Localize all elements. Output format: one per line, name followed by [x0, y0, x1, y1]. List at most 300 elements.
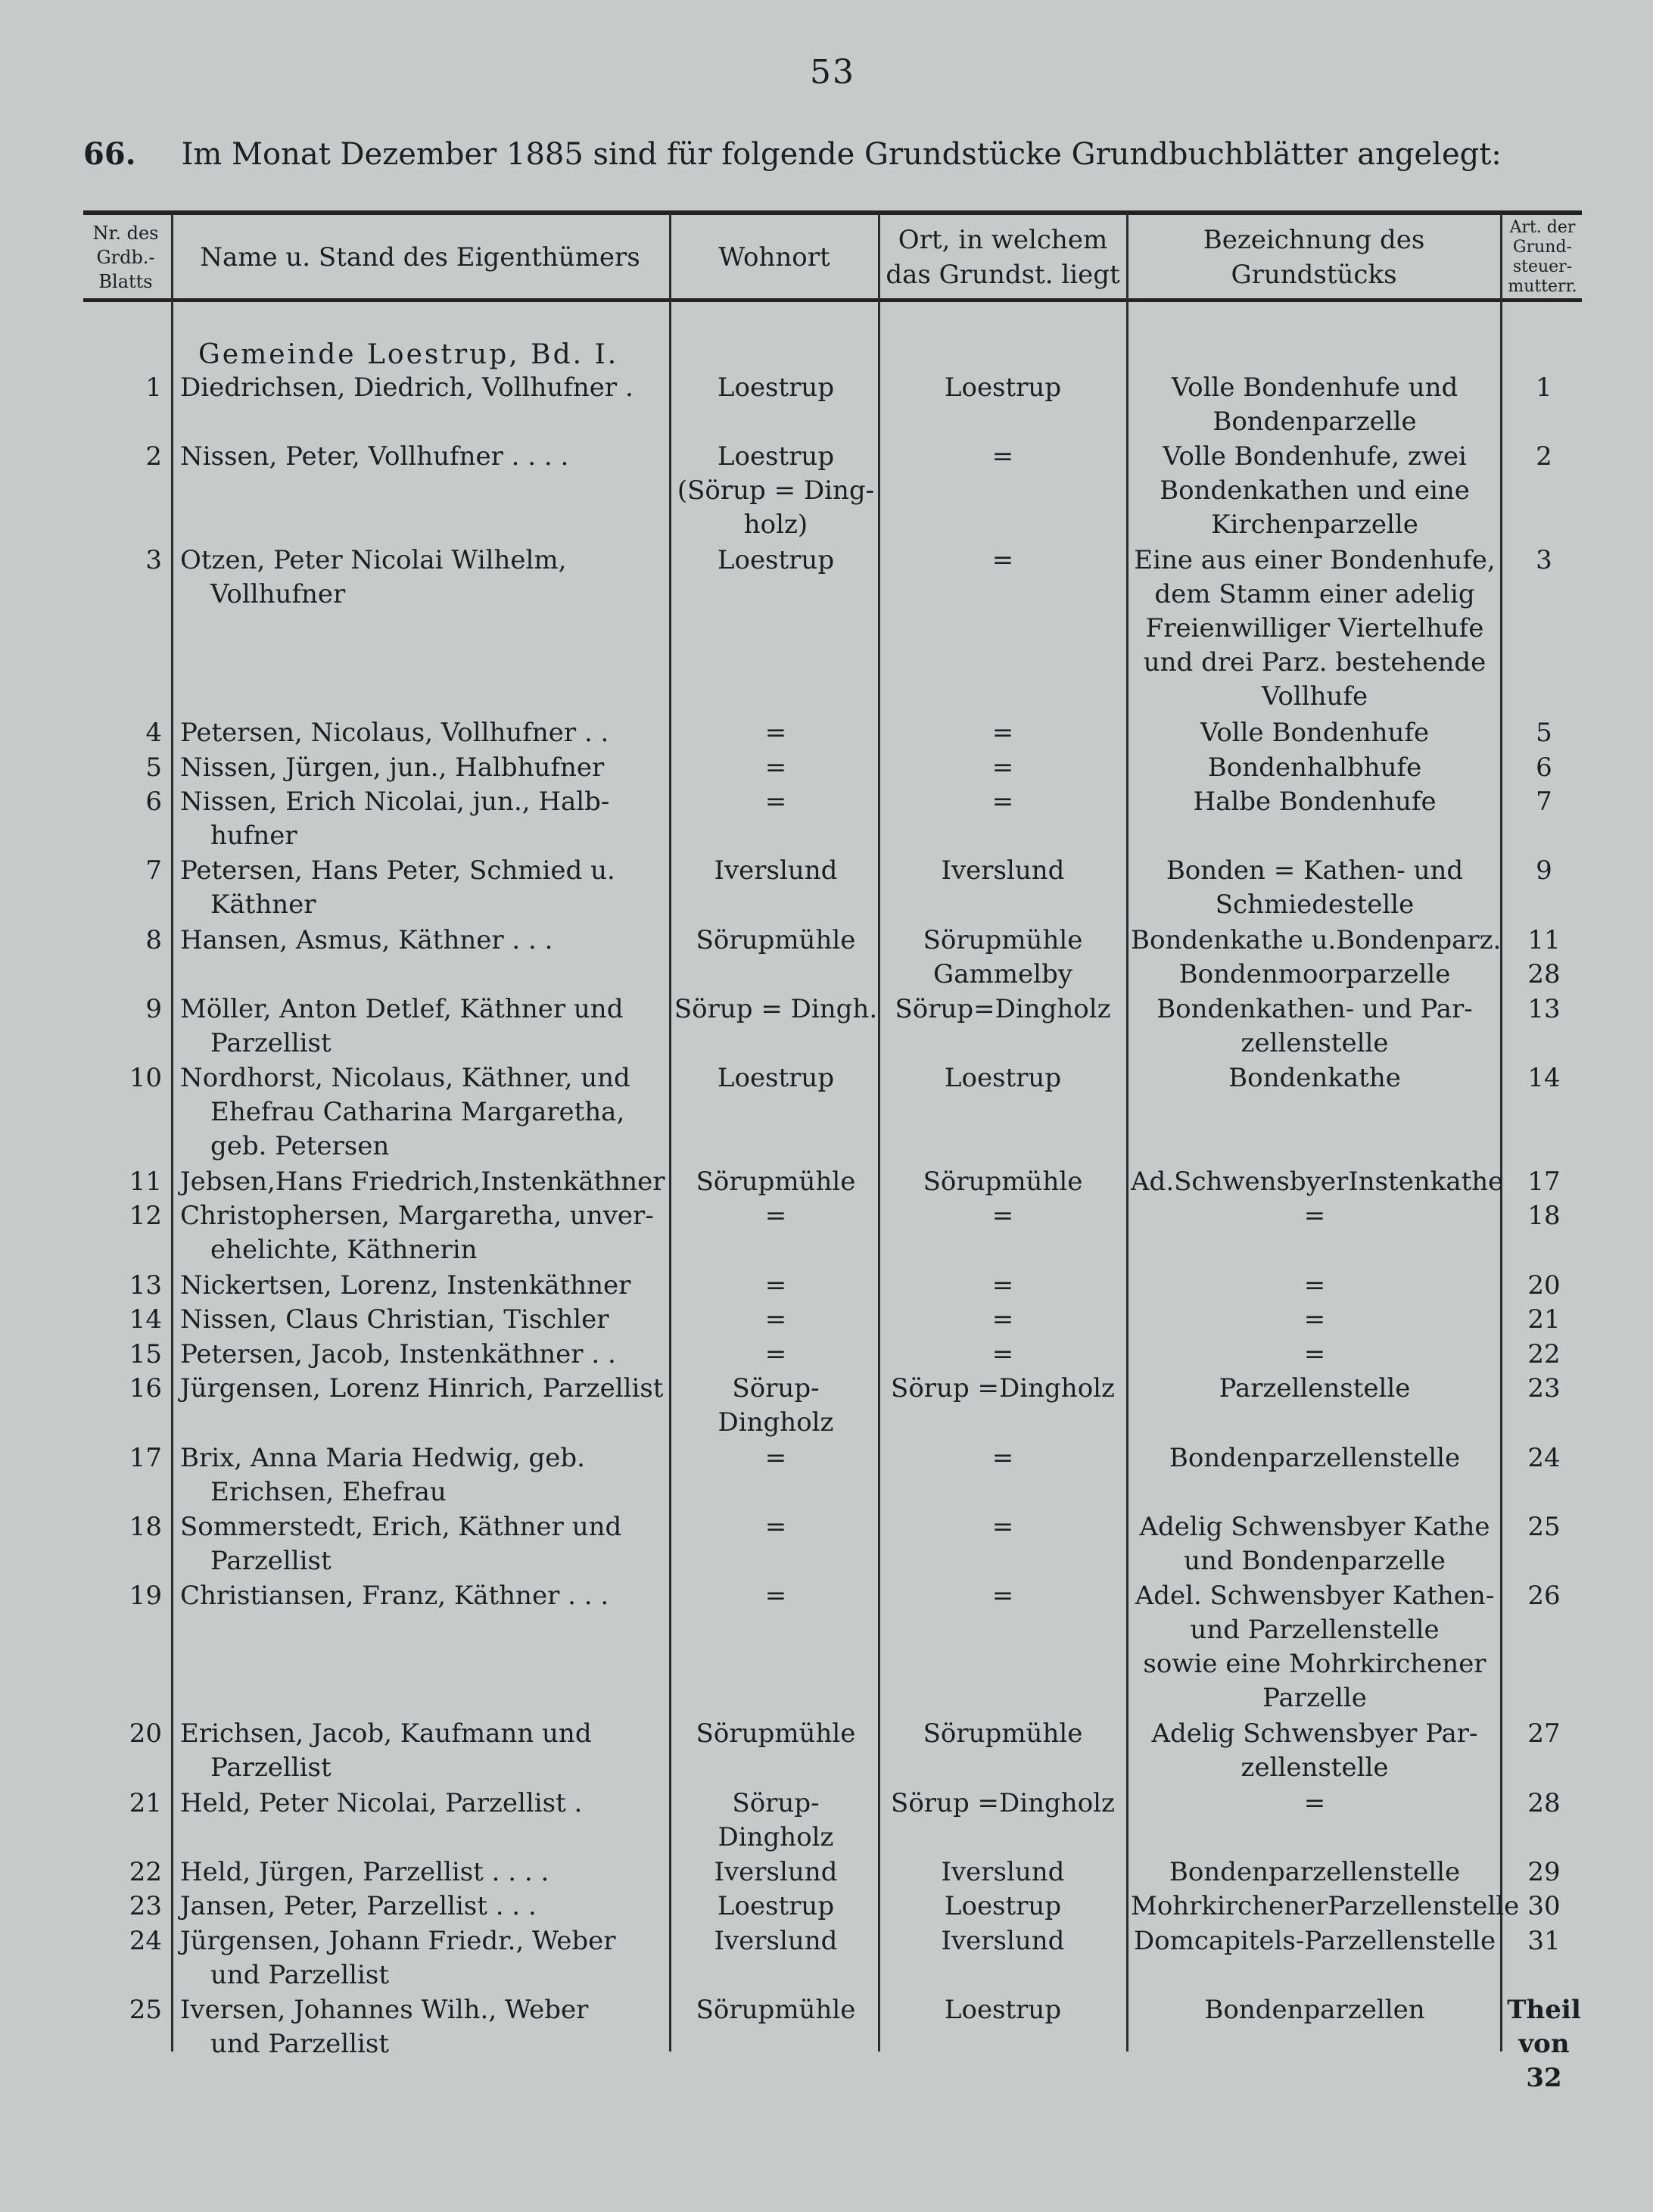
- entry-tax-article-line: 20: [1527, 1270, 1561, 1301]
- entry-residence: [674, 1441, 878, 1475]
- entry-tax-article-line: 32: [1526, 2063, 1562, 2094]
- entry-owner: [180, 1787, 665, 1821]
- entry-residence: [674, 1717, 878, 1751]
- entry-tax-article: [1506, 1338, 1582, 1372]
- entry-location-line: =: [991, 1442, 1014, 1473]
- entry-owner-line: Petersen, Jacob, Instenkäthner . .: [180, 1338, 616, 1369]
- entry-owner-line: Held, Peter Nicolai, Parzellist .: [180, 1787, 583, 1818]
- top-rule: [83, 210, 1582, 215]
- entry-owner-line: Erichsen, Ehefrau: [210, 1476, 447, 1507]
- entry-owner-line: Vollhufner: [210, 579, 346, 609]
- entry-description-line: dem Stamm einer adelig: [1154, 579, 1475, 609]
- entry-owner: [180, 1165, 665, 1199]
- entry-location: [882, 1061, 1124, 1095]
- entry-residence: [674, 371, 878, 405]
- entry-tax-article-line: von: [1518, 2029, 1570, 2060]
- entry-owner: [180, 371, 665, 405]
- entry-owner: [180, 751, 665, 785]
- entry-tax-article: [1506, 854, 1582, 888]
- entry-residence: [674, 751, 878, 785]
- entry-tax-article: [1506, 1855, 1582, 1890]
- entry-owner-line: ehelichte, Käthnerin: [210, 1235, 478, 1266]
- entry-description: [1131, 1890, 1520, 1924]
- entry-location-line: Sörupmühle: [923, 1718, 1083, 1749]
- entry-location: [882, 1441, 1124, 1475]
- entry-description-line: Bondenkathen und eine: [1160, 475, 1470, 506]
- entry-owner-line: geb. Petersen: [210, 1131, 390, 1161]
- entry-residence: [674, 716, 878, 750]
- entry-residence-line: Loestrup: [717, 1891, 835, 1922]
- entry-description-line: =: [1303, 1201, 1326, 1232]
- header-nr: Nr. des Grdb.-Blatts: [92, 223, 159, 292]
- entry-tax-article-line: Theil: [1507, 1995, 1581, 2026]
- entry-owner: [180, 1372, 665, 1406]
- entry-number: 24: [129, 1926, 162, 1956]
- entry-residence: [674, 992, 878, 1027]
- entry-description-line: Adel. Schwensbyer Kathen-: [1135, 1581, 1495, 1611]
- entry-tax-article-line: 24: [1527, 1442, 1561, 1473]
- entry-tax-article: [1506, 1890, 1582, 1924]
- header-art: Art. der Grund-steuer-mutterr.: [1508, 218, 1577, 296]
- entry-description: [1131, 1993, 1499, 2027]
- entry-owner-line: Erichsen, Jacob, Kaufmann und: [180, 1718, 592, 1749]
- entry-residence-line: (Sörup = Ding-: [677, 475, 875, 506]
- entry-tax-article-line: 21: [1527, 1304, 1561, 1335]
- entry-description: [1131, 1372, 1499, 1406]
- entry-description: [1131, 716, 1499, 750]
- entry-description-line: Halbe Bondenhufe: [1193, 787, 1437, 818]
- entry-tax-article: [1506, 1303, 1582, 1337]
- entry-owner: [180, 1510, 665, 1578]
- entry-location: [882, 371, 1124, 405]
- entry-description-line: und drei Parz. bestehende: [1143, 647, 1486, 678]
- entry-location-line: =: [991, 787, 1014, 818]
- entry-owner: [180, 440, 665, 474]
- entry-residence: [674, 1199, 878, 1233]
- entry-residence-line: =: [764, 1338, 787, 1369]
- entry-location: [882, 1579, 1124, 1613]
- entry-description: [1131, 1303, 1499, 1337]
- entry-location-line: =: [991, 441, 1014, 472]
- entry-owner-line: Ehefrau Catharina Margaretha,: [210, 1097, 625, 1127]
- entry-residence-line: Iverslund: [714, 1856, 838, 1887]
- entry-residence-line: Loestrup: [717, 545, 835, 575]
- header-wohnort: Wohnort: [718, 242, 830, 273]
- entry-residence-line: Sörup-: [732, 1373, 820, 1404]
- entry-tax-article-line: 29: [1527, 1856, 1561, 1887]
- entry-owner: [180, 1269, 665, 1303]
- entry-tax-article: [1506, 1993, 1582, 2095]
- entry-number: 11: [129, 1166, 162, 1197]
- entry-location-line: Sörupmühle: [923, 924, 1083, 955]
- entry-residence: [674, 785, 878, 819]
- entry-description-line: MohrkirchenerParzellenstelle: [1131, 1891, 1520, 1922]
- entry-number: 4: [145, 718, 162, 748]
- entry-description-line: Ad.SchwensbyerInstenkathe: [1131, 1166, 1504, 1197]
- entry-location-line: =: [991, 545, 1014, 575]
- entry-tax-article: [1506, 1924, 1582, 1958]
- entry-description: [1131, 1787, 1499, 1821]
- entry-tax-article-line: 6: [1536, 752, 1552, 783]
- entry-description-line: Schmiedestelle: [1215, 889, 1415, 921]
- entry-tax-article-line: 30: [1527, 1891, 1561, 1922]
- entry-description: [1131, 1924, 1499, 1958]
- header-rule: [83, 298, 1582, 302]
- entry-number: 15: [129, 1338, 162, 1369]
- entry-location-line: Loestrup: [944, 372, 1062, 403]
- entry-location: [882, 1372, 1124, 1406]
- entry-tax-article-line: 17: [1527, 1166, 1561, 1197]
- entry-description: [1131, 924, 1502, 992]
- entry-tax-article-line: 2: [1536, 441, 1552, 472]
- entry-owner-line: Jürgensen, Lorenz Hinrich, Parzellist: [180, 1373, 664, 1404]
- entry-description-line: sowie eine Mohrkirchener: [1143, 1649, 1486, 1679]
- entry-tax-article: [1506, 785, 1582, 819]
- entry-location: [882, 1787, 1124, 1821]
- entry-residence-line: Dingholz: [718, 1821, 834, 1852]
- entry-owner-line: Nissen, Erich Nicolai, jun., Halb-: [180, 787, 610, 818]
- entry-residence: [674, 1165, 878, 1199]
- entry-description: [1131, 1165, 1504, 1199]
- entry-owner-line: Parzellist: [210, 1752, 332, 1784]
- entry-tax-article-line: 14: [1527, 1063, 1561, 1093]
- entry-description-line: Adelig Schwensbyer Par-: [1151, 1718, 1478, 1749]
- entry-tax-article-line: 31: [1527, 1926, 1561, 1956]
- entry-number: 21: [129, 1787, 162, 1818]
- entry-tax-article: [1506, 371, 1582, 405]
- entry-owner-line: Jansen, Peter, Parzellist . . .: [180, 1891, 537, 1922]
- entry-tax-article: [1506, 440, 1582, 474]
- entry-number: 25: [129, 1995, 162, 2026]
- entry-owner: [180, 1199, 665, 1267]
- entry-residence: [674, 544, 878, 578]
- entry-location: [882, 716, 1124, 750]
- entry-owner-line: Hansen, Asmus, Käthner . . .: [180, 924, 553, 955]
- entry-tax-article: [1506, 1787, 1582, 1821]
- entry-location: [882, 1199, 1124, 1233]
- entry-owner-line: Parzellist: [210, 1545, 332, 1576]
- entry-residence-line: Sörupmühle: [696, 1718, 856, 1749]
- entry-tax-article-line: 25: [1527, 1511, 1561, 1542]
- entry-tax-article: [1506, 1717, 1582, 1751]
- entry-location-line: =: [991, 1270, 1014, 1301]
- entry-location-line: Gammelby: [933, 958, 1072, 989]
- entry-owner: [180, 1061, 665, 1164]
- entry-owner: [180, 1890, 665, 1924]
- entry-location: [882, 1924, 1124, 1958]
- entry-tax-article-line: 1: [1536, 372, 1552, 403]
- entry-tax-article-line: 9: [1536, 855, 1552, 886]
- entry-description-line: Adelig Schwensbyer Kathe: [1139, 1511, 1490, 1542]
- entry-description-line: Bondenkathe u.Bondenparz.: [1131, 924, 1502, 955]
- entry-owner: [180, 1303, 665, 1337]
- entry-number: 17: [129, 1442, 162, 1473]
- entry-description-line: Vollhufe: [1261, 681, 1368, 712]
- entry-residence: [674, 1855, 878, 1890]
- entry-description-line: Volle Bondenhufe, zwei: [1163, 441, 1467, 472]
- entry-number: 16: [129, 1373, 162, 1404]
- entry-description-line: =: [1303, 1304, 1326, 1335]
- entry-residence-line: =: [764, 1511, 787, 1542]
- entry-tax-article-line: 11: [1527, 924, 1561, 955]
- entry-description-line: Eine aus einer Bondenhufe,: [1134, 545, 1496, 575]
- entry-description-line: Bondenparzellenstelle: [1169, 1856, 1461, 1887]
- entry-description-line: =: [1303, 1787, 1326, 1818]
- entry-description-line: Bondenkathe: [1228, 1063, 1401, 1093]
- entry-tax-article-line: 18: [1527, 1201, 1561, 1232]
- entry-owner: [180, 1855, 665, 1890]
- entry-owner: [180, 1579, 665, 1613]
- entry-description: [1131, 1510, 1499, 1578]
- entry-residence: [674, 1338, 878, 1372]
- entry-tax-article: [1506, 1269, 1582, 1303]
- entry-tax-article-line: 27: [1527, 1718, 1561, 1749]
- entry-description-line: Bondenparzelle: [1213, 407, 1417, 437]
- entry-owner-line: Nissen, Peter, Vollhufner . . . .: [180, 441, 569, 472]
- entry-description: [1131, 440, 1499, 542]
- entry-owner: [180, 1338, 665, 1372]
- entry-description: [1131, 1441, 1499, 1475]
- entry-description-line: Bondenparzellen: [1204, 1995, 1425, 2026]
- entry-description: [1131, 751, 1499, 785]
- entry-description-line: Volle Bondenhufe und: [1171, 372, 1458, 403]
- entry-residence-line: Dingholz: [718, 1407, 834, 1438]
- entry-number: 20: [129, 1718, 162, 1749]
- entry-tax-article: [1506, 924, 1582, 992]
- entry-tax-article: [1506, 992, 1582, 1027]
- entry-description: [1131, 1579, 1499, 1715]
- entry-tax-article-line: 22: [1527, 1338, 1561, 1369]
- entry-owner-line: Möller, Anton Detlef, Käthner und: [180, 993, 624, 1024]
- entry-description: [1131, 1717, 1499, 1785]
- entry-owner: [180, 924, 665, 958]
- entry-location: [882, 1338, 1124, 1372]
- entry-tax-article: [1506, 1579, 1582, 1613]
- entry-owner: [180, 1441, 665, 1509]
- entry-owner-line: Käthner: [210, 889, 316, 921]
- entry-owner: [180, 1993, 665, 2061]
- entry-description-line: =: [1303, 1270, 1326, 1301]
- entry-residence-line: Sörup-: [732, 1787, 820, 1818]
- entry-tax-article-line: 7: [1536, 787, 1552, 818]
- header-ort: Ort, in welchem das Grundst. liegt: [886, 225, 1120, 290]
- entry-location: [882, 1993, 1124, 2027]
- entry-tax-article: [1506, 1199, 1582, 1233]
- entry-residence-line: Iverslund: [714, 855, 838, 886]
- entry-owner: [180, 716, 665, 750]
- entry-residence-line: =: [764, 1270, 787, 1301]
- entry-location: [882, 440, 1124, 474]
- entry-owner-line: Parzellist: [210, 1027, 332, 1058]
- entry-owner: [180, 785, 665, 853]
- entry-number: 5: [145, 752, 162, 783]
- entry-location-line: =: [991, 1581, 1014, 1611]
- entry-residence: [674, 1372, 878, 1440]
- entry-description: [1131, 371, 1499, 439]
- entry-location-line: Loestrup: [944, 1891, 1062, 1922]
- entry-description-line: Kirchenparzelle: [1211, 509, 1418, 541]
- entry-residence-line: holz): [743, 509, 808, 541]
- entry-owner-line: Nissen, Claus Christian, Tischler: [180, 1304, 609, 1335]
- entry-location-line: =: [991, 1511, 1014, 1542]
- entry-residence: [674, 1890, 878, 1924]
- entry-number: 18: [129, 1511, 162, 1542]
- entry-number: 3: [145, 545, 162, 575]
- entry-location-line: Iverslund: [941, 1856, 1065, 1887]
- header-bezeichnung: Bezeichnung des Grundstücks: [1203, 225, 1425, 290]
- entry-residence-line: =: [764, 718, 787, 748]
- entry-residence: [674, 1061, 878, 1095]
- column-divider: [1500, 213, 1502, 2052]
- entry-description-line: Volle Bondenhufe: [1200, 718, 1430, 748]
- column-divider: [171, 213, 173, 2052]
- entry-tax-article: [1506, 1061, 1582, 1095]
- entry-description-line: Bondenmoorparzelle: [1178, 958, 1451, 989]
- entry-residence-line: Sörupmühle: [696, 1166, 856, 1197]
- entry-location-line: =: [991, 752, 1014, 783]
- entry-owner-line: Jürgensen, Johann Friedr., Weber: [180, 1926, 616, 1956]
- entry-description-line: Parzellenstelle: [1219, 1373, 1411, 1404]
- entry-number: 6: [145, 787, 162, 818]
- entry-number: 8: [145, 924, 162, 955]
- entry-location: [882, 992, 1124, 1027]
- entry-number: 14: [129, 1304, 162, 1335]
- entry-description-line: und Bondenparzelle: [1184, 1545, 1446, 1576]
- entry-owner: [180, 854, 665, 922]
- entry-residence-line: Sörupmühle: [696, 924, 856, 955]
- entry-location: [882, 1165, 1124, 1199]
- entry-description-line: Bonden = Kathen- und: [1166, 855, 1464, 886]
- entry-description: [1131, 1855, 1499, 1890]
- entry-tax-article: [1506, 751, 1582, 785]
- entry-number: 23: [129, 1891, 162, 1922]
- column-divider: [669, 213, 671, 2052]
- entry-residence: [674, 1924, 878, 1958]
- page-number: 53: [810, 53, 855, 92]
- entry-description: [1131, 1269, 1499, 1303]
- entry-residence-line: =: [764, 1581, 787, 1611]
- entry-location: [882, 1717, 1124, 1751]
- entry-location: [882, 1890, 1124, 1924]
- entry-location-line: =: [991, 1338, 1014, 1369]
- heading-text: Im Monat Dezember 1885 sind für folgende Grundstücke Grundbuchblätter angelegt:: [181, 137, 1502, 172]
- entry-residence-line: =: [764, 1201, 787, 1232]
- entry-location-line: Iverslund: [941, 1926, 1065, 1956]
- entry-tax-article: [1506, 1441, 1582, 1475]
- entry-description-line: Domcapitels-Parzellenstelle: [1133, 1926, 1496, 1956]
- entry-location-line: Sörup =Dingholz: [891, 1787, 1115, 1818]
- entry-tax-article-line: 5: [1536, 718, 1552, 748]
- entry-location-line: Iverslund: [941, 855, 1065, 886]
- entry-residence: [674, 924, 878, 958]
- entry-residence-line: Loestrup: [717, 372, 835, 403]
- entry-description-line: Bondenparzellenstelle: [1169, 1442, 1461, 1473]
- entry-tax-article: [1506, 544, 1582, 578]
- entry-residence: [674, 1303, 878, 1337]
- entry-location: [882, 1303, 1124, 1337]
- community-heading: Gemeinde Loestrup, Bd. I.: [198, 339, 619, 370]
- entry-owner-line: Brix, Anna Maria Hedwig, geb.: [180, 1442, 585, 1473]
- entry-residence-line: Sörupmühle: [696, 1995, 856, 2026]
- entry-tax-article-line: 28: [1527, 1787, 1561, 1818]
- entry-number: 12: [129, 1201, 162, 1232]
- entry-description-line: Bondenhalbhufe: [1207, 752, 1422, 783]
- entry-description-line: zellenstelle: [1241, 1027, 1389, 1058]
- entry-location-line: =: [991, 1201, 1014, 1232]
- entry-tax-article: [1506, 1510, 1582, 1544]
- entry-owner-line: Held, Jürgen, Parzellist . . . .: [180, 1856, 549, 1887]
- entry-owner-line: Nordhorst, Nicolaus, Käthner, und: [180, 1063, 630, 1093]
- entry-location: [882, 1510, 1124, 1544]
- entry-residence-line: Iverslund: [714, 1926, 838, 1956]
- entry-tax-article-line: 23: [1527, 1373, 1561, 1404]
- entry-residence: [674, 1787, 878, 1855]
- entry-number: 19: [129, 1581, 162, 1611]
- entry-owner-line: Diedrichsen, Diedrich, Vollhufner .: [180, 372, 633, 403]
- column-divider: [878, 213, 880, 2052]
- entry-residence-line: Loestrup: [717, 1063, 835, 1093]
- entry-number: 2: [145, 441, 162, 472]
- entry-location: [882, 1855, 1124, 1890]
- entry-description-line: Bondenkathen- und Par-: [1156, 993, 1473, 1024]
- entry-owner: [180, 1924, 665, 1992]
- page-heading: [83, 136, 1597, 172]
- entry-residence-line: =: [764, 1304, 787, 1335]
- entry-owner: [180, 544, 665, 612]
- entry-tax-article: [1506, 716, 1582, 750]
- entry-location-line: Sörup =Dingholz: [891, 1373, 1115, 1404]
- entry-location-line: Loestrup: [944, 1063, 1062, 1093]
- column-divider: [1126, 213, 1128, 2052]
- entry-owner-line: Nissen, Jürgen, jun., Halbhufner: [180, 752, 605, 783]
- entry-owner-line: und Parzellist: [210, 2029, 390, 2060]
- entry-number: 10: [129, 1063, 162, 1093]
- entry-description: [1131, 854, 1499, 922]
- entry-location-line: Loestrup: [944, 1995, 1062, 2026]
- entry-owner-line: Petersen, Nicolaus, Vollhufner . .: [180, 718, 609, 748]
- entry-residence: [674, 1579, 878, 1613]
- entry-number: 22: [129, 1856, 162, 1887]
- entry-number: 9: [145, 993, 162, 1024]
- entry-residence: [674, 1269, 878, 1303]
- entry-number: 13: [129, 1270, 162, 1301]
- entry-owner-line: und Parzellist: [210, 1960, 390, 1990]
- entry-description-line: zellenstelle: [1241, 1752, 1389, 1784]
- entry-owner-line: Christiansen, Franz, Käthner . . .: [180, 1581, 609, 1611]
- entry-residence: [674, 1993, 878, 2027]
- entry-number: 1: [145, 372, 162, 403]
- entry-tax-article-line: 3: [1536, 545, 1552, 575]
- entry-number: 7: [145, 855, 162, 886]
- entry-owner-line: Otzen, Peter Nicolai Wilhelm,: [180, 545, 567, 575]
- entry-location-line: Sörupmühle: [923, 1166, 1083, 1197]
- entry-description-line: Freienwilliger Viertelhufe: [1145, 613, 1484, 643]
- entry-residence-line: =: [764, 1442, 787, 1473]
- entry-location: [882, 785, 1124, 819]
- entry-owner-line: Petersen, Hans Peter, Schmied u.: [180, 855, 615, 886]
- entry-owner-line: hufner: [210, 821, 297, 852]
- entry-description-line: und Parzellenstelle: [1190, 1615, 1440, 1645]
- entry-location-line: Sörup=Dingholz: [895, 993, 1111, 1024]
- entry-location-line: =: [991, 1304, 1014, 1335]
- entry-description: [1131, 785, 1499, 819]
- entry-tax-article-line: 28: [1527, 958, 1561, 989]
- entry-residence-line: Loestrup: [717, 441, 835, 472]
- entry-owner-line: Nickertsen, Lorenz, Instenkäthner: [180, 1270, 631, 1301]
- entry-location: [882, 544, 1124, 578]
- entry-description: [1131, 1199, 1499, 1233]
- entry-tax-article-line: 26: [1527, 1581, 1561, 1611]
